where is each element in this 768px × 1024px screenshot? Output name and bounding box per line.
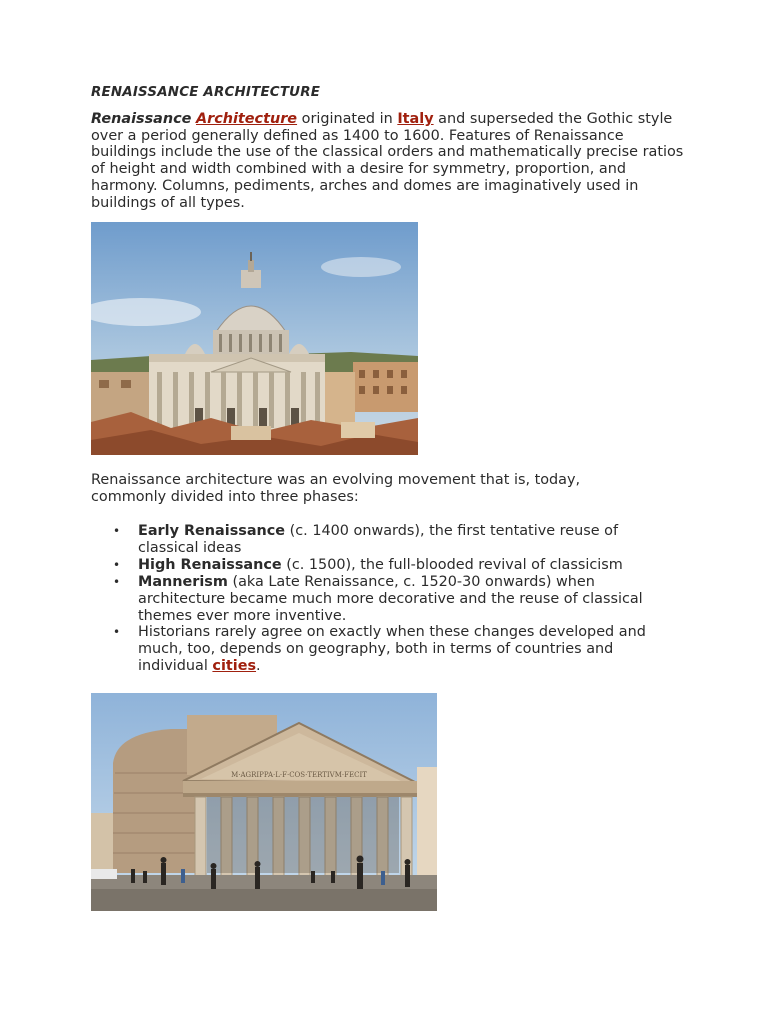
bullet-icon: •: [113, 625, 121, 640]
architecture-link[interactable]: Architecture: [195, 111, 298, 127]
intro-text-1: originated in: [297, 111, 398, 127]
bullet-text-end: .: [256, 658, 261, 675]
phase-name: Early Renaissance: [138, 523, 286, 539]
cities-link[interactable]: cities: [212, 658, 257, 675]
intro-text-2: and superseded the Gothic style over a period generally defined as 1400 to 1600. Features of Renaissance buildings include the use of the classical orders and mathematically precise ratios of height and width combined with a desire for symmetry, proportion, and harmony. Columns, pediments, arches and domes are imaginatively used in buildings of all types.: [91, 111, 684, 211]
phase-text: (c. 1500), the full-blooded revival of classicism: [281, 556, 623, 573]
list-item: [91, 523, 671, 557]
list-item: [91, 557, 671, 574]
pantheon-inscription: M·AGRIPPA·L·F·COS·TERTIVM·FECIT: [231, 771, 367, 779]
bullet-icon: •: [113, 574, 121, 589]
intro-lead: Renaissance: [91, 111, 192, 127]
bullet-icon: •: [113, 524, 121, 538]
intro-paragraph: [91, 111, 691, 211]
list-item: [91, 574, 671, 625]
phases-intro-paragraph: Renaissance architecture was an evolving movement that is, today, commonly divided into three phases:: [91, 472, 581, 505]
st-peters-basilica-photo: [91, 222, 418, 455]
phase-name: High Renaissance: [138, 556, 282, 573]
pantheon-photo: [91, 693, 437, 911]
phase-text: (aka Late Renaissance, c. 1520-30 onwards) when architecture became much more decorative and the reuse of classical themes ever more inventive.: [138, 573, 643, 624]
phase-text: (c. 1400 onwards), the first tentative reuse of classical ideas: [138, 523, 619, 556]
document-title: RENAISSANCE ARCHITECTURE: [91, 85, 321, 100]
bullet-icon: •: [113, 557, 121, 572]
italy-link[interactable]: Italy: [397, 111, 434, 127]
list-item: [91, 624, 671, 675]
bullet-text: Historians rarely agree on exactly when these changes developed and much, too, depends on geography, both in terms of countries and individual: [138, 624, 646, 675]
phases-list: [91, 523, 671, 675]
phase-name: Mannerism: [138, 573, 228, 590]
